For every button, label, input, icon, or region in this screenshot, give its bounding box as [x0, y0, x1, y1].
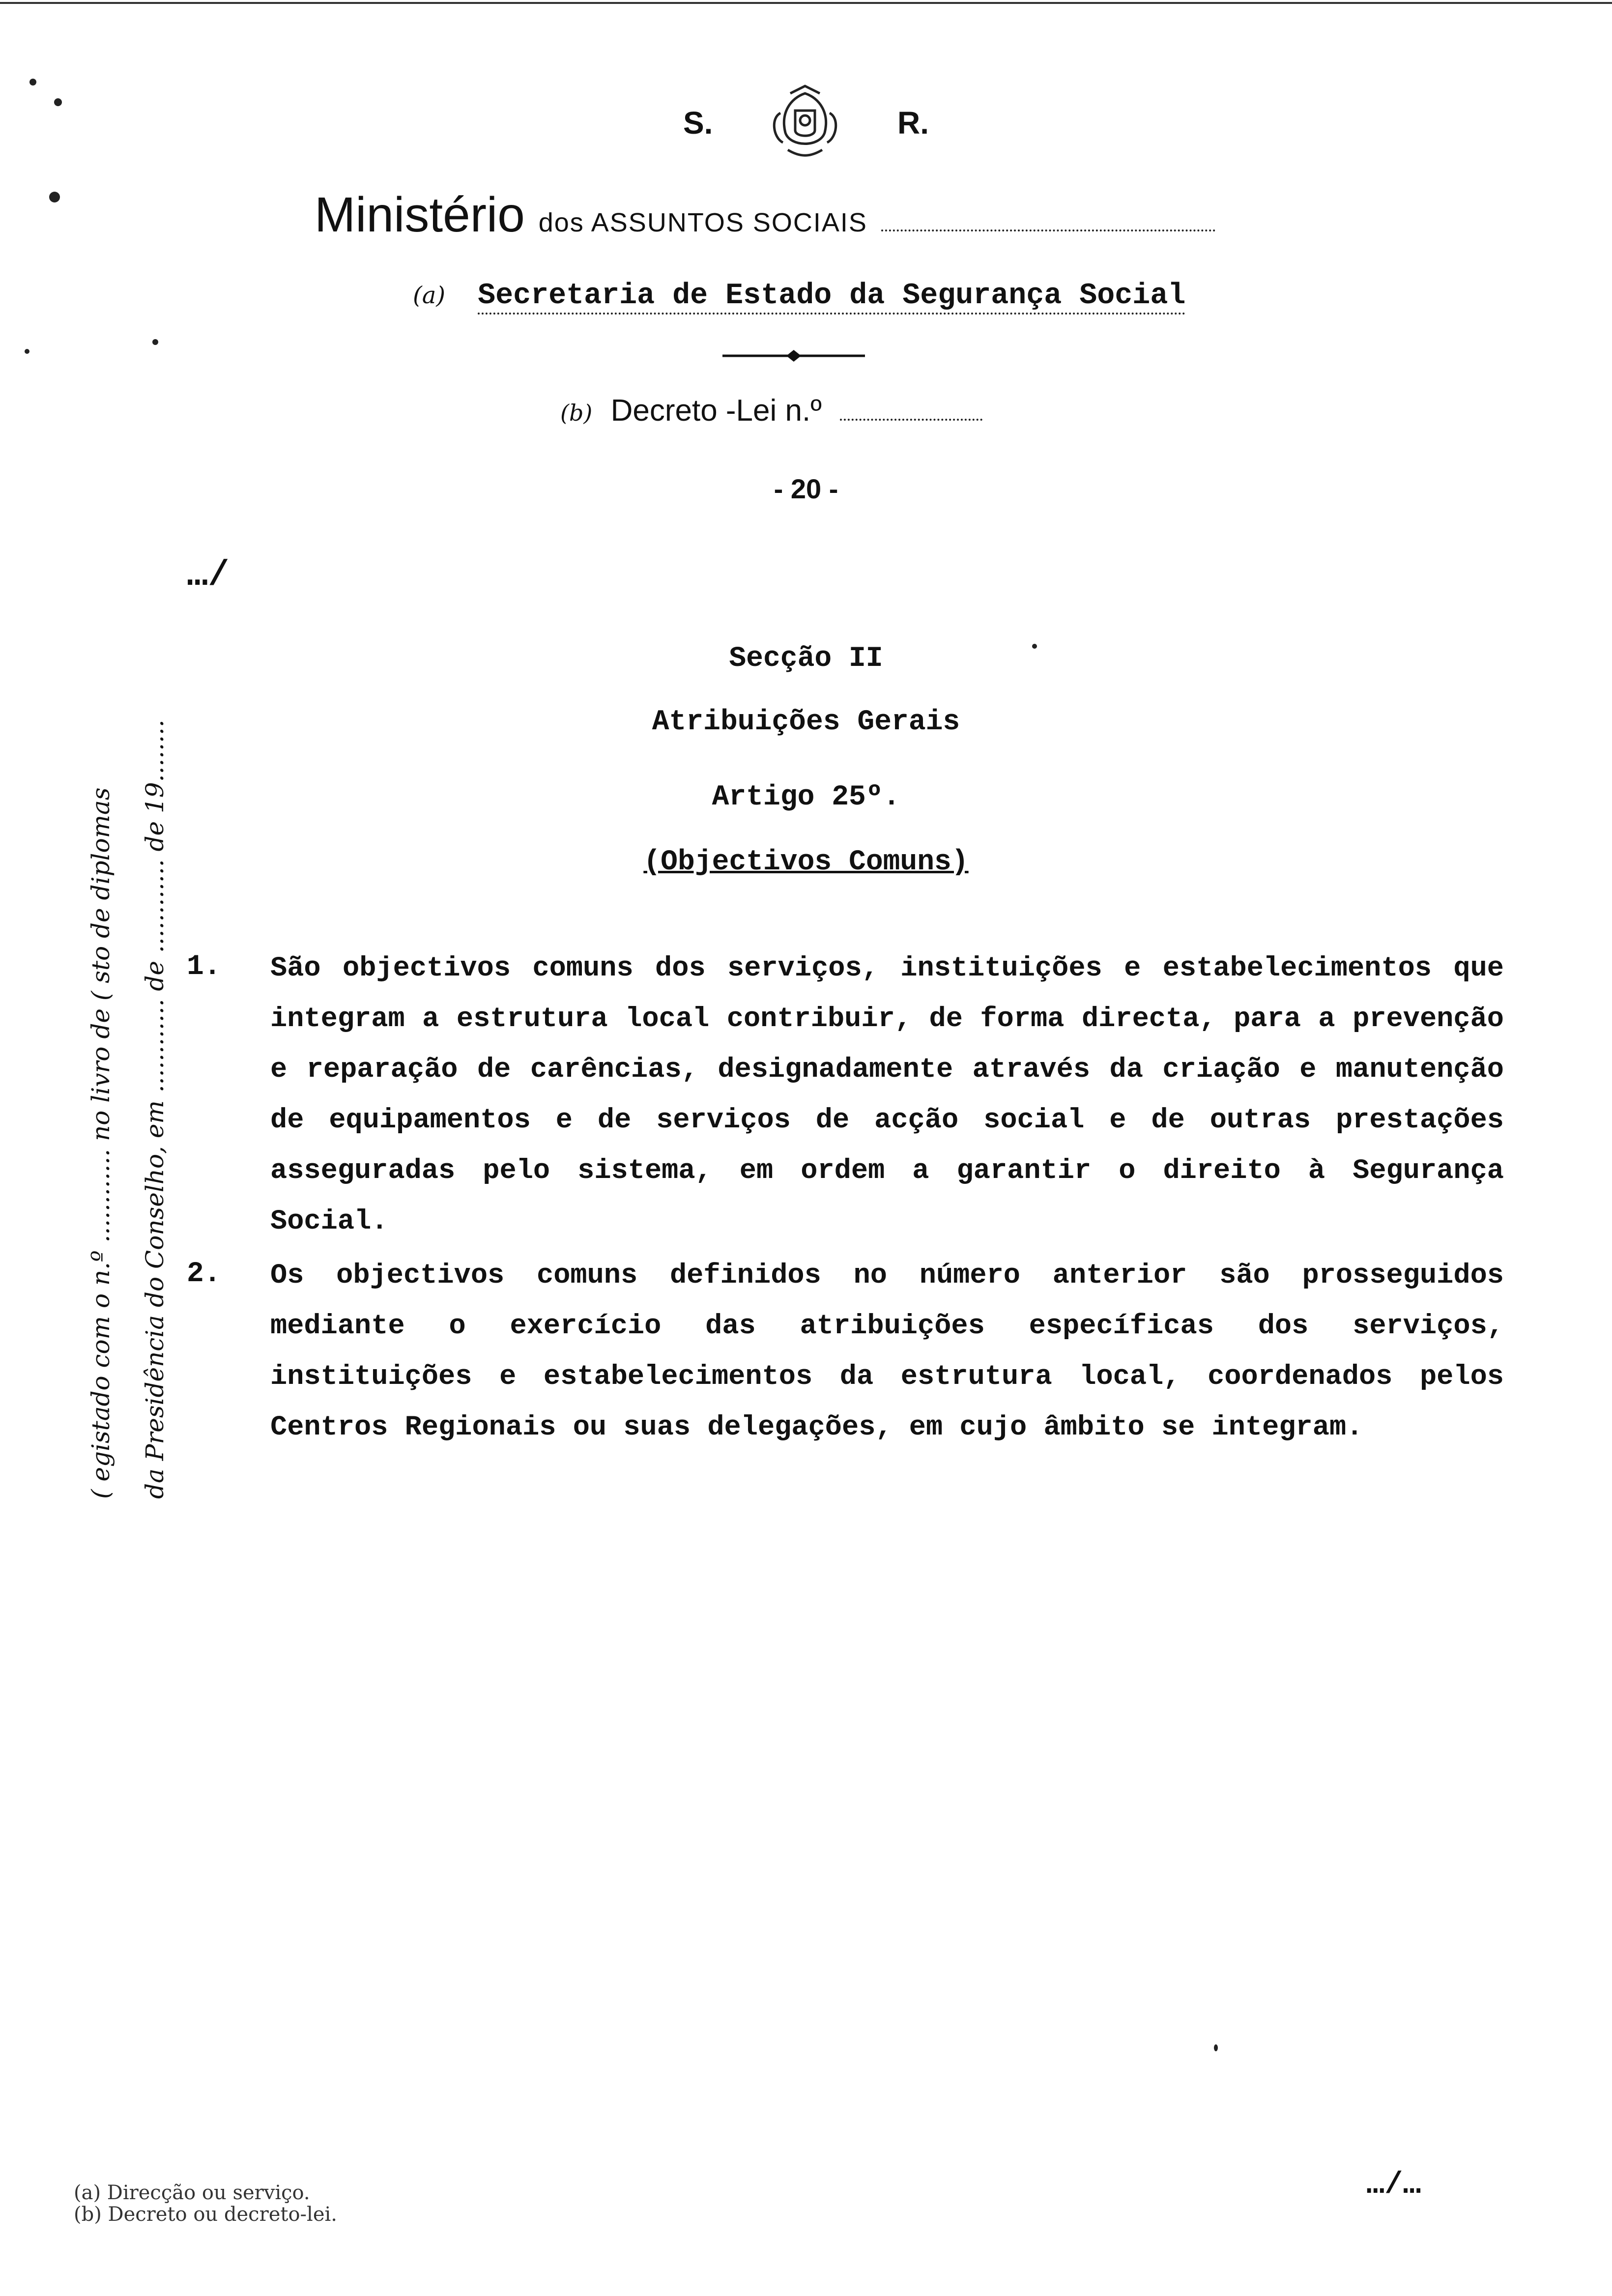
coat-of-arms-icon [761, 84, 849, 162]
registration-margin-note [74, 614, 182, 1499]
section-heading: Secção II [729, 643, 883, 675]
paragraph-number: 1. [187, 951, 221, 983]
article-heading: Artigo 25º. [712, 781, 900, 813]
label-b: (b) [560, 400, 593, 426]
label-a: (a) [413, 282, 446, 309]
margin-note-line: da Presidência do Conselho, em ............ de ............ de 19........ [141, 719, 169, 1499]
footnotes [74, 2182, 337, 2225]
decreto-fill-line [840, 419, 982, 421]
article-subject: (Objectivos Comuns) [643, 846, 969, 878]
ministry-fill-line [881, 230, 1215, 231]
footnote-a: (a) Direcção ou serviço. [74, 2181, 310, 2204]
ministry-prefix: Ministério [315, 187, 525, 242]
paragraph-text: São objectivos comuns dos serviços, instituições e estabelecimentos que integram a estrutura local contribuir, de forma directa, para a prevenção e reparação de carências, designadamente através da criação e manutenção de equipamentos e de serviços de acção social e de outras prestações asseguradas pelo sistema, em ordem a garantir o direito à Segurança Social. [270, 953, 1504, 1237]
footnote-b: (b) Decreto ou decreto-lei. [74, 2203, 338, 2226]
scan-speck [25, 349, 29, 354]
s-letter: S. [683, 105, 713, 141]
emblem-header [0, 84, 1612, 162]
r-letter: R. [897, 105, 929, 141]
continuation-mark: …/ [187, 555, 230, 596]
secretaria-name: Secretaria de Estado da Segurança Social [478, 279, 1185, 315]
ministry-name: dos ASSUNTOS SOCIAIS [538, 208, 867, 237]
top-border-line [0, 2, 1612, 4]
continues-mark: …/… [1366, 2167, 1421, 2202]
section-subtitle: Atribuições Gerais [652, 706, 960, 738]
diamond-divider [722, 346, 865, 366]
ministry-title [315, 187, 1215, 243]
scan-speck [1214, 2044, 1218, 2051]
secretaria-line [413, 279, 1185, 313]
scan-speck [152, 339, 158, 345]
margin-note-line: ( egistado com o n.º ............ no livro de ( sto de diplomas [86, 787, 115, 1499]
decreto-line [560, 393, 982, 428]
page-number: - 20 - [774, 473, 838, 504]
paragraph-text: Os objectivos comuns definidos no número anterior são prosseguidos mediante o exercício das atribuições específicas dos serviços, instituições e estabelecimentos da estrutura local, coordenados pelos Centros Regionais ou suas delegações, em cujo âmbito se integram. [270, 1260, 1504, 1443]
paragraph-number: 2. [187, 1258, 221, 1290]
decreto-label: Decreto -Lei n.º [610, 394, 822, 428]
scan-speck [49, 192, 60, 202]
